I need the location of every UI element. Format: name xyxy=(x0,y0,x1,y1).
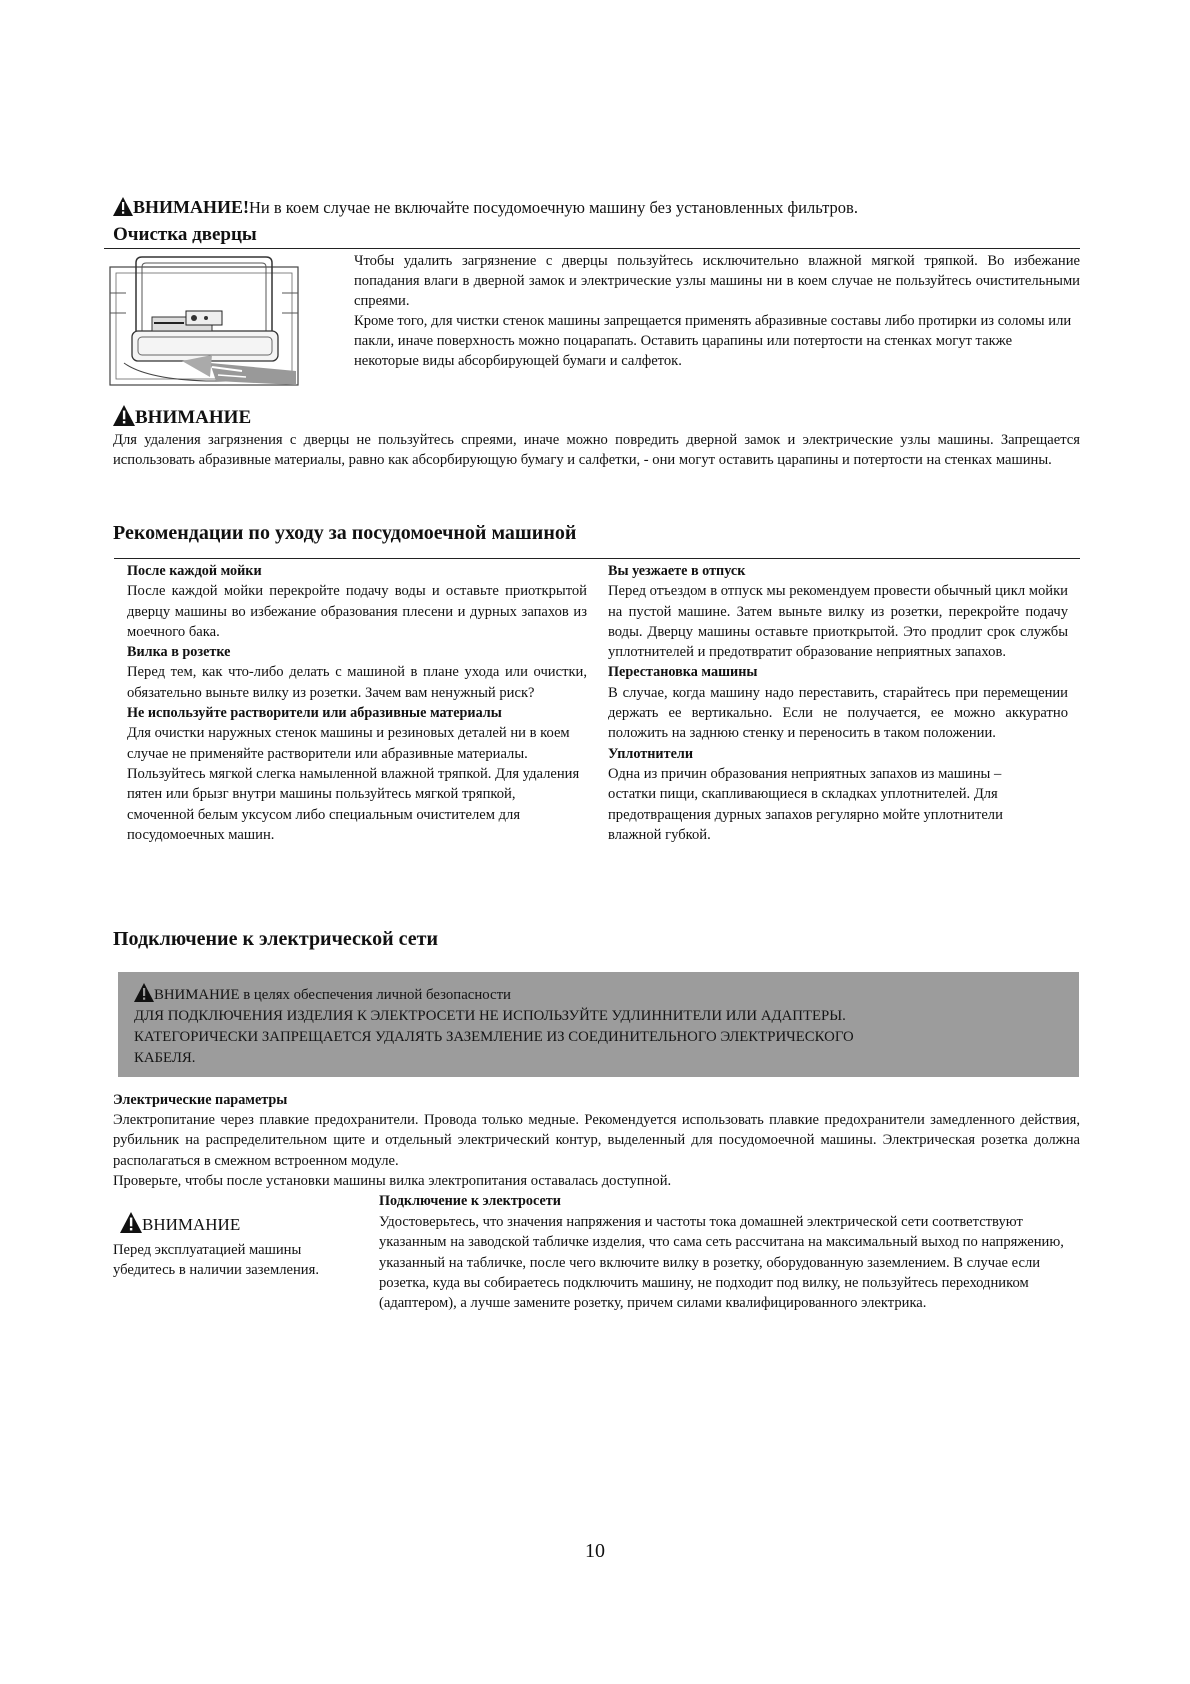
warning-mid-label: ВНИМАНИЕ xyxy=(135,407,252,428)
door-cleaning-para1: Чтобы удалить загрязнение с дверцы пользуйтесь исключительно влажной мягкой тряпкой. Во избежание попадания влаги в дверной замок и электрические узлы машины ни в коем случае не пользуйтесь очистительными спреями. xyxy=(354,253,1080,309)
page-number: 10 xyxy=(585,1540,605,1562)
warning-triangle-icon xyxy=(134,983,154,1002)
warning-top-text: Ни в коем случае не включайте посудомоечную машину без установленных фильтров. xyxy=(249,198,858,217)
care-right-column xyxy=(608,561,1068,845)
care-left-text-1: После каждой мойки перекройте подачу воды и оставьте приоткрытой дверцу машины во избежание образования плесени и дурных запахов из моечного бака. xyxy=(127,583,587,640)
electric-box-line1-row xyxy=(118,972,1079,1006)
door-illustration xyxy=(106,253,304,391)
electric-title: Подключение к электрической сети xyxy=(113,928,438,950)
side-warning-label: ВНИМАНИЕ xyxy=(142,1215,241,1234)
warning-triangle-icon xyxy=(113,405,135,426)
warning-triangle-icon xyxy=(113,197,133,216)
care-right-text-2: В случае, когда машину надо переставить, старайтесь при перемещении держать ее вертикально. Если не получается, ее можно аккуратно положить на заднюю стенку и переносить в таком положении. xyxy=(608,684,1068,742)
care-right-head-1: Вы уезжаете в отпуск xyxy=(608,563,746,579)
warning-triangle-icon xyxy=(120,1212,142,1233)
door-cleaning-para2: Кроме того, для чистки стенок машины запрещается применять абразивные составы либо протирки из соломы или пакли, иначе поверхность можно поцарапать. Оставить царапины или потертости на стенках могут также некоторые виды абсорбирующей бумаги и салфеток. xyxy=(354,313,1072,369)
warning-mid-header xyxy=(113,405,251,429)
care-left-column xyxy=(127,561,587,845)
care-left-head-2: Вилка в розетке xyxy=(127,644,231,661)
electric-params-text2: Проверьте, чтобы после установки машины вилка электропитания оставалась доступной. xyxy=(113,1173,672,1189)
door-cleaning-rule xyxy=(104,248,1080,249)
care-left-text-3: Для очистки наружных стенок машины и резиновых деталей ни в коем случае не применяйте растворители или абразивные материалы. Пользуйтесь мягкой слегка намыленной влажной тряпкой. Для удаления пятен или брызг внутри машины пользуйтесь мягкой тряпкой, смоченной белым уксусом либо специальным очистителем для посудомоечных машин. xyxy=(127,725,580,843)
electric-box-line1: ВНИМАНИЕ в целях обеспечения личной безопасности xyxy=(154,987,511,1003)
care-title: Рекомендации по уходу за посудомоечной машиной xyxy=(113,522,577,544)
care-right-text-3: Одна из причин образования неприятных запахов из машины – остатки пищи, скапливающиеся в складках уплотнителей. Для предотвращения дурных запахов регулярно мойте уплотнители влажной губкой. xyxy=(608,765,1003,843)
care-left-text-2: Перед тем, как что-либо делать с машиной в плане ухода или очистки, обязательно выньте вилку из розетки. Зачем вам ненужный риск? xyxy=(127,664,587,701)
care-left-head-3: Не используйте растворители или абразивные материалы xyxy=(127,705,502,722)
side-warning-header xyxy=(120,1212,240,1235)
electric-box-line4: КАБЕЛЯ. xyxy=(134,1050,196,1066)
electric-params-text: Электропитание через плавкие предохранители. Провода только медные. Рекомендуется использовать плавкие предохранители замедленного действия, рубильник на распределительном щите и отдельный электрический контур, выделенный для посудомоечной машины. Электрическая розетка должна располагаться в смежном встроенном модуле. xyxy=(113,1112,1080,1169)
side-warning-text: Перед эксплуатацией машины убедитесь в наличии заземления. xyxy=(113,1242,319,1279)
connect-head: Подключение к электросети xyxy=(379,1193,561,1209)
connect-text: Удостоверьтесь, что значения напряжения и частоты тока домашней электрической сети соответствуют указанным на заводской табличке изделия, что сама сеть рассчитана на максимальный выход по напряжению, указанный на табличке, после чего включите вилку в розетку, оборудованную заземлением. В случае если розетка, куда вы собираетесь подключить машину, не подходит под вилку, не пользуйтесь переходником (адаптером), а лучше замените розетку, причем силами квалифицированного электрика. xyxy=(379,1214,1064,1312)
care-right-text-1: Перед отъездом в отпуск мы рекомендуем провести обычный цикл мойки на пустой машине. Затем выньте вилку из розетки, перекройте подачу воды. Дверцу машины оставьте приоткрытой. Это продлит срок службы уплотнителей и предотвратит образование неприятных запахов. xyxy=(608,583,1068,661)
care-right-head-2: Перестановка машины xyxy=(608,664,758,681)
warning-top-label: ВНИМАНИЕ! xyxy=(133,197,249,217)
electric-params-head: Электрические параметры xyxy=(113,1092,288,1108)
warning-mid-text: Для удаления загрязнения с дверцы не пользуйтесь спреями, иначе можно повредить дверной замок и электрические узлы машины. Запрещается использовать абразивные материалы, равно как абсорбирующую бумагу и салфетки, - они могут оставить царапины и потертости на стенках машины. xyxy=(113,432,1080,469)
care-rule xyxy=(114,558,1080,559)
care-left-head-1: После каждой мойки xyxy=(127,563,262,579)
warning-top xyxy=(113,196,1073,219)
electric-warning-box xyxy=(118,972,1079,1077)
door-cleaning-title: Очистка дверцы xyxy=(113,224,257,245)
care-right-head-3: Уплотнители xyxy=(608,745,694,762)
electric-box-line2: ДЛЯ ПОДКЛЮЧЕНИЯ ИЗДЕЛИЯ К ЭЛЕКТРОСЕТИ НЕ ИСПОЛЬЗУЙТЕ УДЛИННИТЕЛИ ИЛИ АДАПТЕРЫ. xyxy=(134,1008,846,1024)
electric-box-line3: КАТЕГОРИЧЕСКИ ЗАПРЕЩАЕТСЯ УДАЛЯТЬ ЗАЗЕМЛЕНИЕ ИЗ СОЕДИНИТЕЛЬНОГО ЭЛЕКТРИЧЕСКОГО xyxy=(134,1029,854,1045)
